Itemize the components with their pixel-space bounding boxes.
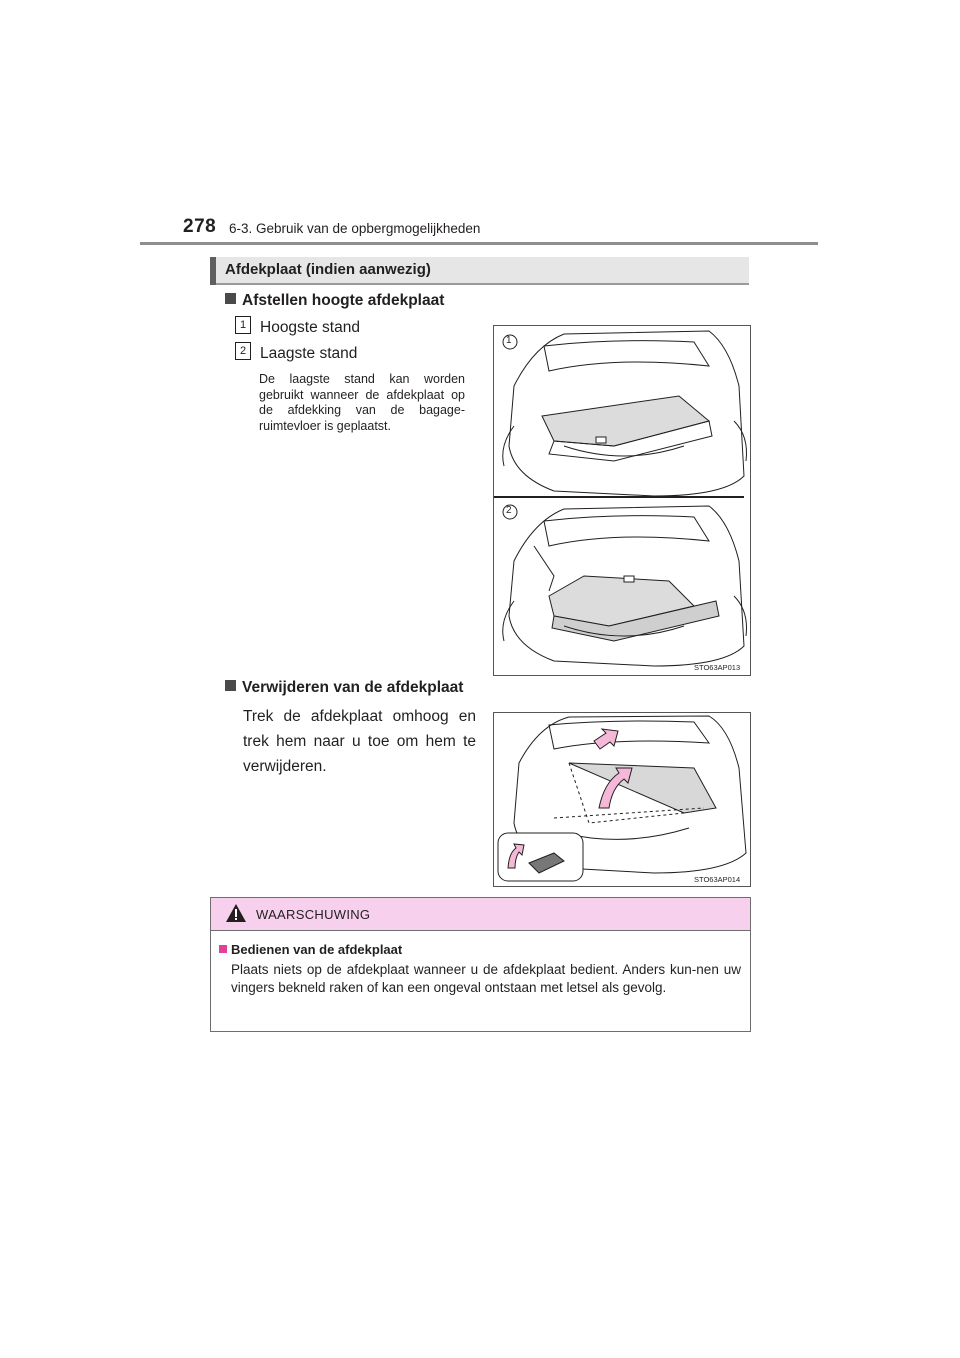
section-title: Afdekplaat (indien aanwezig) [225, 261, 431, 278]
warning-triangle-icon [225, 903, 247, 923]
cover-removal-figure [493, 712, 751, 887]
remove-instructions: Trek de afdekplaat omhoog en trek hem naar u toe om hem te verwijderen. [243, 708, 476, 775]
figure-code: STO63AP014 [694, 875, 741, 884]
warning-box [210, 897, 751, 1032]
remove-heading-text: Verwijderen van de afdekplaat [242, 679, 464, 696]
warning-title: WAARSCHUWING [256, 907, 371, 922]
lowest-position-note: De laagste stand kan worden gebruikt wanneer de afdekplaat op de afdekking van de bagage-ruimtevloer is geplaatst. [259, 372, 465, 433]
cover-removal-illustration [494, 713, 750, 886]
cover-height-figure [493, 325, 751, 676]
square-bullet-icon [225, 293, 236, 304]
warning-subheading [219, 942, 402, 957]
figure-label-1: 1 [506, 335, 512, 346]
warning-subheading-text: Bedienen van de afdekplaat [231, 942, 403, 957]
warning-header [211, 898, 750, 931]
page-number: 278 [183, 216, 217, 237]
header-divider [140, 242, 818, 245]
chapter-title: 6-3. Gebruik van de opbergmogelijkheden [229, 221, 481, 236]
number-badge-2: 2 [235, 342, 251, 360]
item-lowest-position: Laagste stand [260, 345, 358, 362]
square-bullet-icon [225, 680, 236, 691]
adjust-heading-text: Afstellen hoogte afdekplaat [242, 292, 445, 309]
luggage-cover-illustration [494, 326, 750, 675]
square-bullet-icon [219, 945, 227, 953]
remove-heading [225, 679, 463, 697]
adjust-heading [225, 292, 444, 310]
figure-code: STO63AP013 [694, 663, 741, 672]
figure-label-2: 2 [506, 505, 512, 516]
item-highest-position: Hoogste stand [260, 319, 360, 336]
number-badge-1: 1 [235, 316, 251, 334]
warning-text: Plaats niets op de afdekplaat wanneer u de afdekplaat bedient. Anders kun-nen uw vingers bekneld raken of kan een ongeval ontstaan met letsel als gevolg. [231, 962, 741, 995]
